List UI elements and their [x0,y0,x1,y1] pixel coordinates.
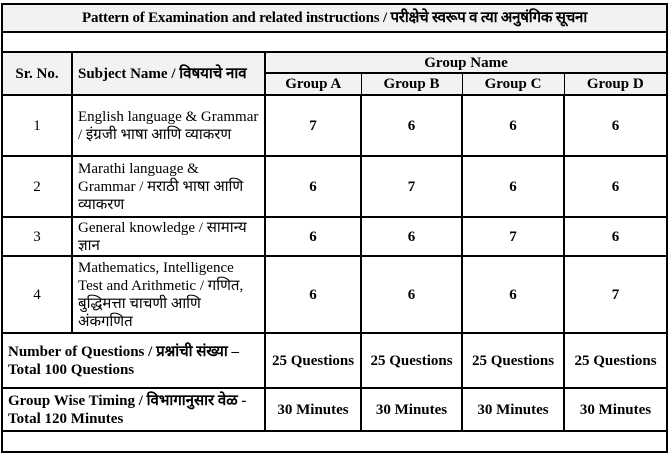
questions-group-a: 25 Questions [265,333,361,388]
group-b-cell: 6 [361,95,462,156]
group-a-cell: 7 [265,95,361,156]
group-c-cell: 6 [462,256,564,333]
questions-group-d: 25 Questions [564,333,667,388]
questions-group-b: 25 Questions [361,333,462,388]
blank-footer-cell [2,431,667,452]
header-group-c: Group C [462,73,564,95]
group-a-cell: 6 [265,256,361,333]
group-d-cell: 6 [564,217,667,256]
group-a-cell: 6 [265,156,361,217]
group-c-cell: 7 [462,217,564,256]
group-c-cell: 6 [462,156,564,217]
subject-cell: English language & Grammar / इंग्रजी भाषा आणि व्याकरण [72,95,265,156]
questions-row [2,333,667,388]
header-group-name: Group Name [265,52,667,73]
header-subject-name: Subject Name / विषयाचे नाव [72,52,265,95]
timing-group-c: 30 Minutes [462,388,564,431]
header-group-d: Group D [564,73,667,95]
timing-label: Group Wise Timing / विभागानुसार वेळ - Total 120 Minutes [2,388,265,431]
title-row [2,4,667,32]
exam-pattern-table [1,3,668,453]
blank-footer-row [2,431,667,452]
table-title: Pattern of Examination and related instructions / परीक्षेचे स्वरूप व त्या अनुषंगिक सूचना [2,4,667,32]
subject-cell: General knowledge / सामान्य ज्ञान [72,217,265,256]
group-d-cell: 6 [564,95,667,156]
group-d-cell: 7 [564,256,667,333]
table-row [2,95,667,156]
timing-group-b: 30 Minutes [361,388,462,431]
questions-label: Number of Questions / प्रश्नांची संख्या – Total 100 Questions [2,333,265,388]
group-d-cell: 6 [564,156,667,217]
subject-cell: Mathematics, Intelligence Test and Arithmetic / गणित, बुद्धिमत्ता चाचणी आणि अंकगणित [72,256,265,333]
group-b-cell: 6 [361,256,462,333]
table-row [2,217,667,256]
table-row [2,156,667,217]
group-a-cell: 6 [265,217,361,256]
table-row [2,256,667,333]
header-group-a: Group A [265,73,361,95]
blank-row [2,32,667,52]
questions-group-c: 25 Questions [462,333,564,388]
header-row-1 [2,52,667,73]
group-b-cell: 7 [361,156,462,217]
blank-cell [2,32,667,52]
group-c-cell: 6 [462,95,564,156]
sr-no-cell: 1 [2,95,72,156]
group-b-cell: 6 [361,217,462,256]
sr-no-cell: 3 [2,217,72,256]
sr-no-cell: 2 [2,156,72,217]
timing-group-d: 30 Minutes [564,388,667,431]
timing-row [2,388,667,431]
header-group-b: Group B [361,73,462,95]
timing-group-a: 30 Minutes [265,388,361,431]
header-sr-no: Sr. No. [2,52,72,95]
sr-no-cell: 4 [2,256,72,333]
subject-cell: Marathi language & Grammar / मराठी भाषा आणि व्याकरण [72,156,265,217]
